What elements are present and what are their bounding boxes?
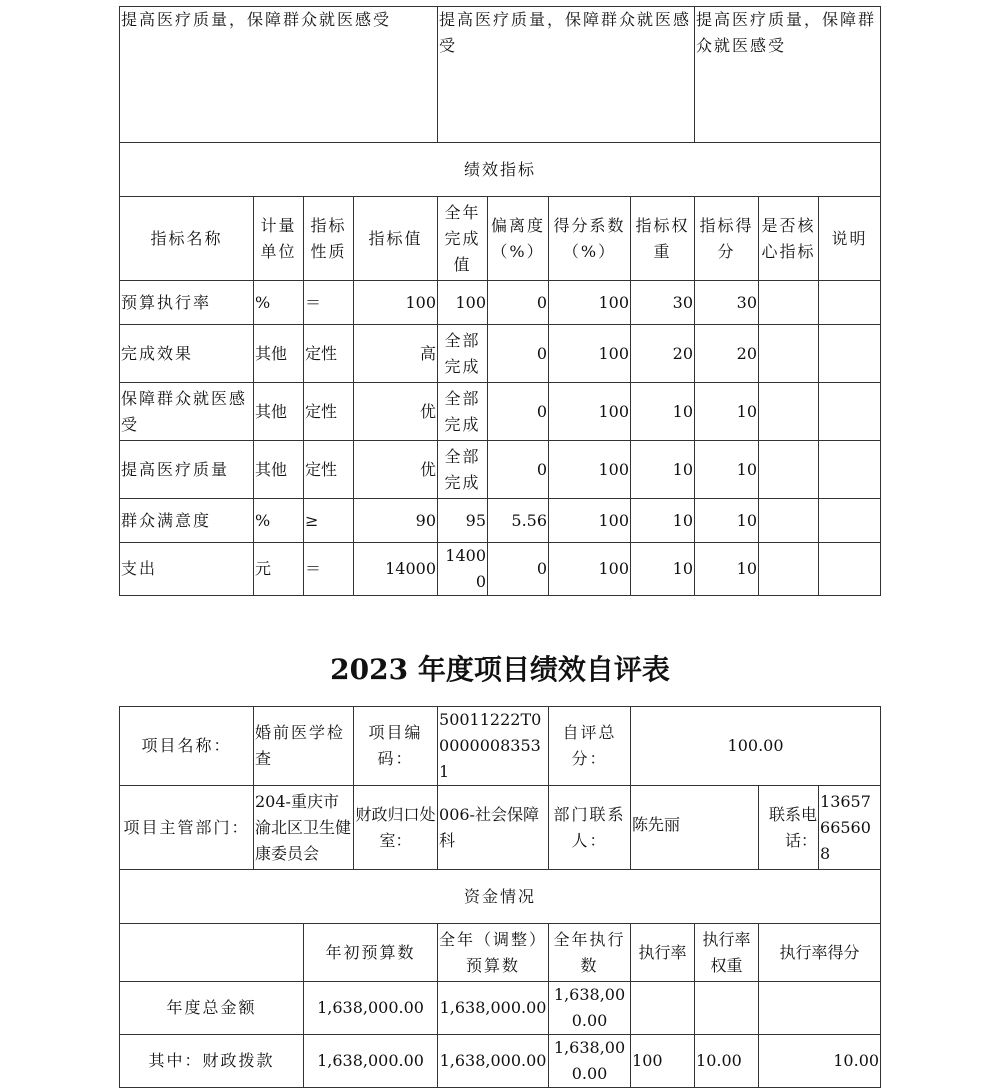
header-score-coef: 得分系数（%） [549, 197, 631, 281]
nature: ＝ [304, 543, 354, 596]
indicator-name: 支出 [120, 543, 254, 596]
project-row-1 [120, 707, 881, 786]
header-indicator-name: 指标名称 [120, 197, 254, 281]
phone-value: 13657665608 [819, 786, 881, 870]
table-row [120, 325, 881, 383]
rate-score: 10.00 [759, 1035, 881, 1088]
score-coef: 100 [549, 441, 631, 499]
core-flag [759, 543, 819, 596]
rate-weight: 10.00 [695, 1035, 759, 1088]
header-adjusted-budget: 全年（调整）预算数 [438, 924, 549, 982]
page-title: 2023 年度项目绩效自评表 [330, 653, 670, 686]
score: 10 [695, 441, 759, 499]
rate-weight [695, 982, 759, 1035]
table-row [120, 982, 881, 1035]
score-coef: 100 [549, 543, 631, 596]
header-unit: 计量单位 [254, 197, 304, 281]
actual-value: 全部完成 [438, 441, 488, 499]
header-weight: 指标权重 [631, 197, 695, 281]
goals-row [120, 7, 881, 143]
table-row [120, 543, 881, 596]
indicator-name: 提高医疗质量 [120, 441, 254, 499]
funds-row-label: 其中：财政拨款 [120, 1035, 304, 1088]
weight: 10 [631, 383, 695, 441]
weight: 10 [631, 499, 695, 543]
core-flag [759, 325, 819, 383]
core-flag [759, 441, 819, 499]
initial-budget: 1,638,000.00 [304, 982, 438, 1035]
execution-rate [631, 982, 695, 1035]
weight: 10 [631, 543, 695, 596]
project-name-label: 项目名称： [120, 707, 254, 786]
contact-label: 部门联系人： [549, 786, 631, 870]
actual-value: 14000 [438, 543, 488, 596]
nature: 定性 [304, 383, 354, 441]
phone-label: 联系电话： [759, 786, 819, 870]
note [819, 383, 881, 441]
dept-label: 项目主管部门： [120, 786, 254, 870]
target-value: 优 [354, 383, 438, 441]
unit: 其他 [254, 441, 304, 499]
executed: 1,638,000.00 [549, 1035, 631, 1088]
rate-score [759, 982, 881, 1035]
funds-header-row [120, 924, 881, 982]
header-target-value: 指标值 [354, 197, 438, 281]
header-note: 说明 [819, 197, 881, 281]
unit: % [254, 281, 304, 325]
header-rate-score: 执行率得分 [759, 924, 881, 982]
score-coef: 100 [549, 281, 631, 325]
note [819, 499, 881, 543]
score: 10 [695, 499, 759, 543]
execution-rate: 100 [631, 1035, 695, 1088]
weight: 30 [631, 281, 695, 325]
score-coef: 100 [549, 383, 631, 441]
deviation: 0 [488, 441, 549, 499]
adjusted-budget: 1,638,000.00 [438, 1035, 549, 1088]
weight: 20 [631, 325, 695, 383]
table-row [120, 1035, 881, 1088]
dept-value: 204-重庆市渝北区卫生健康委员会 [254, 786, 354, 870]
indicator-name: 保障群众就医感受 [120, 383, 254, 441]
table-row [120, 281, 881, 325]
nature: ＝ [304, 281, 354, 325]
project-row-2 [120, 786, 881, 870]
score: 30 [695, 281, 759, 325]
score: 10 [695, 383, 759, 441]
table-row [120, 383, 881, 441]
nature: ≥ [304, 499, 354, 543]
indicator-name: 完成效果 [120, 325, 254, 383]
header-initial-budget: 年初预算数 [304, 924, 438, 982]
self-score-value: 100.00 [631, 707, 881, 786]
note [819, 281, 881, 325]
funds-section-title: 资金情况 [120, 870, 881, 924]
deviation: 0 [488, 543, 549, 596]
score-coef: 100 [549, 325, 631, 383]
unit: 元 [254, 543, 304, 596]
goal-cell-3: 提高医疗质量，保障群众就医感受 [695, 7, 881, 143]
target-value: 高 [354, 325, 438, 383]
header-rate-weight: 执行率权重 [695, 924, 759, 982]
project-name-value: 婚前医学检查 [254, 707, 354, 786]
score: 20 [695, 325, 759, 383]
core-flag [759, 281, 819, 325]
unit: 其他 [254, 383, 304, 441]
initial-budget: 1,638,000.00 [304, 1035, 438, 1088]
indicator-name: 群众满意度 [120, 499, 254, 543]
note [819, 543, 881, 596]
contact-value: 陈先丽 [631, 786, 759, 870]
deviation: 5.56 [488, 499, 549, 543]
deviation: 0 [488, 325, 549, 383]
header-score: 指标得分 [695, 197, 759, 281]
project-code-value: 50011222T000000083531 [438, 707, 549, 786]
project-code-label: 项目编码： [354, 707, 438, 786]
project-evaluation-table [119, 706, 881, 1088]
target-value: 90 [354, 499, 438, 543]
unit: % [254, 499, 304, 543]
actual-value: 100 [438, 281, 488, 325]
target-value: 优 [354, 441, 438, 499]
header-executed: 全年执行数 [549, 924, 631, 982]
goal-cell-1: 提高医疗质量，保障群众就医感受 [120, 7, 438, 143]
core-flag [759, 499, 819, 543]
score: 10 [695, 543, 759, 596]
performance-table [119, 6, 881, 596]
funds-row-label: 年度总金额 [120, 982, 304, 1035]
goal-cell-2: 提高医疗质量，保障群众就医感受 [438, 7, 695, 143]
indicator-name: 预算执行率 [120, 281, 254, 325]
target-value: 14000 [354, 543, 438, 596]
executed: 1,638,000.00 [549, 982, 631, 1035]
score-coef: 100 [549, 499, 631, 543]
header-core: 是否核心指标 [759, 197, 819, 281]
core-flag [759, 383, 819, 441]
header-actual-value: 全年完成值 [438, 197, 488, 281]
funds-header-blank [120, 924, 304, 982]
header-nature: 指标性质 [304, 197, 354, 281]
header-execution-rate: 执行率 [631, 924, 695, 982]
unit: 其他 [254, 325, 304, 383]
office-value: 006-社会保障科 [438, 786, 549, 870]
actual-value: 全部完成 [438, 383, 488, 441]
self-score-label: 自评总分： [549, 707, 631, 786]
actual-value: 全部完成 [438, 325, 488, 383]
deviation: 0 [488, 281, 549, 325]
performance-section-title: 绩效指标 [120, 143, 881, 197]
adjusted-budget: 1,638,000.00 [438, 982, 549, 1035]
header-deviation: 偏离度（%） [488, 197, 549, 281]
office-label: 财政归口处室： [354, 786, 438, 870]
deviation: 0 [488, 383, 549, 441]
table-row [120, 499, 881, 543]
performance-header-row [120, 197, 881, 281]
note [819, 441, 881, 499]
note [819, 325, 881, 383]
actual-value: 95 [438, 499, 488, 543]
weight: 10 [631, 441, 695, 499]
nature: 定性 [304, 441, 354, 499]
target-value: 100 [354, 281, 438, 325]
nature: 定性 [304, 325, 354, 383]
table-row [120, 441, 881, 499]
